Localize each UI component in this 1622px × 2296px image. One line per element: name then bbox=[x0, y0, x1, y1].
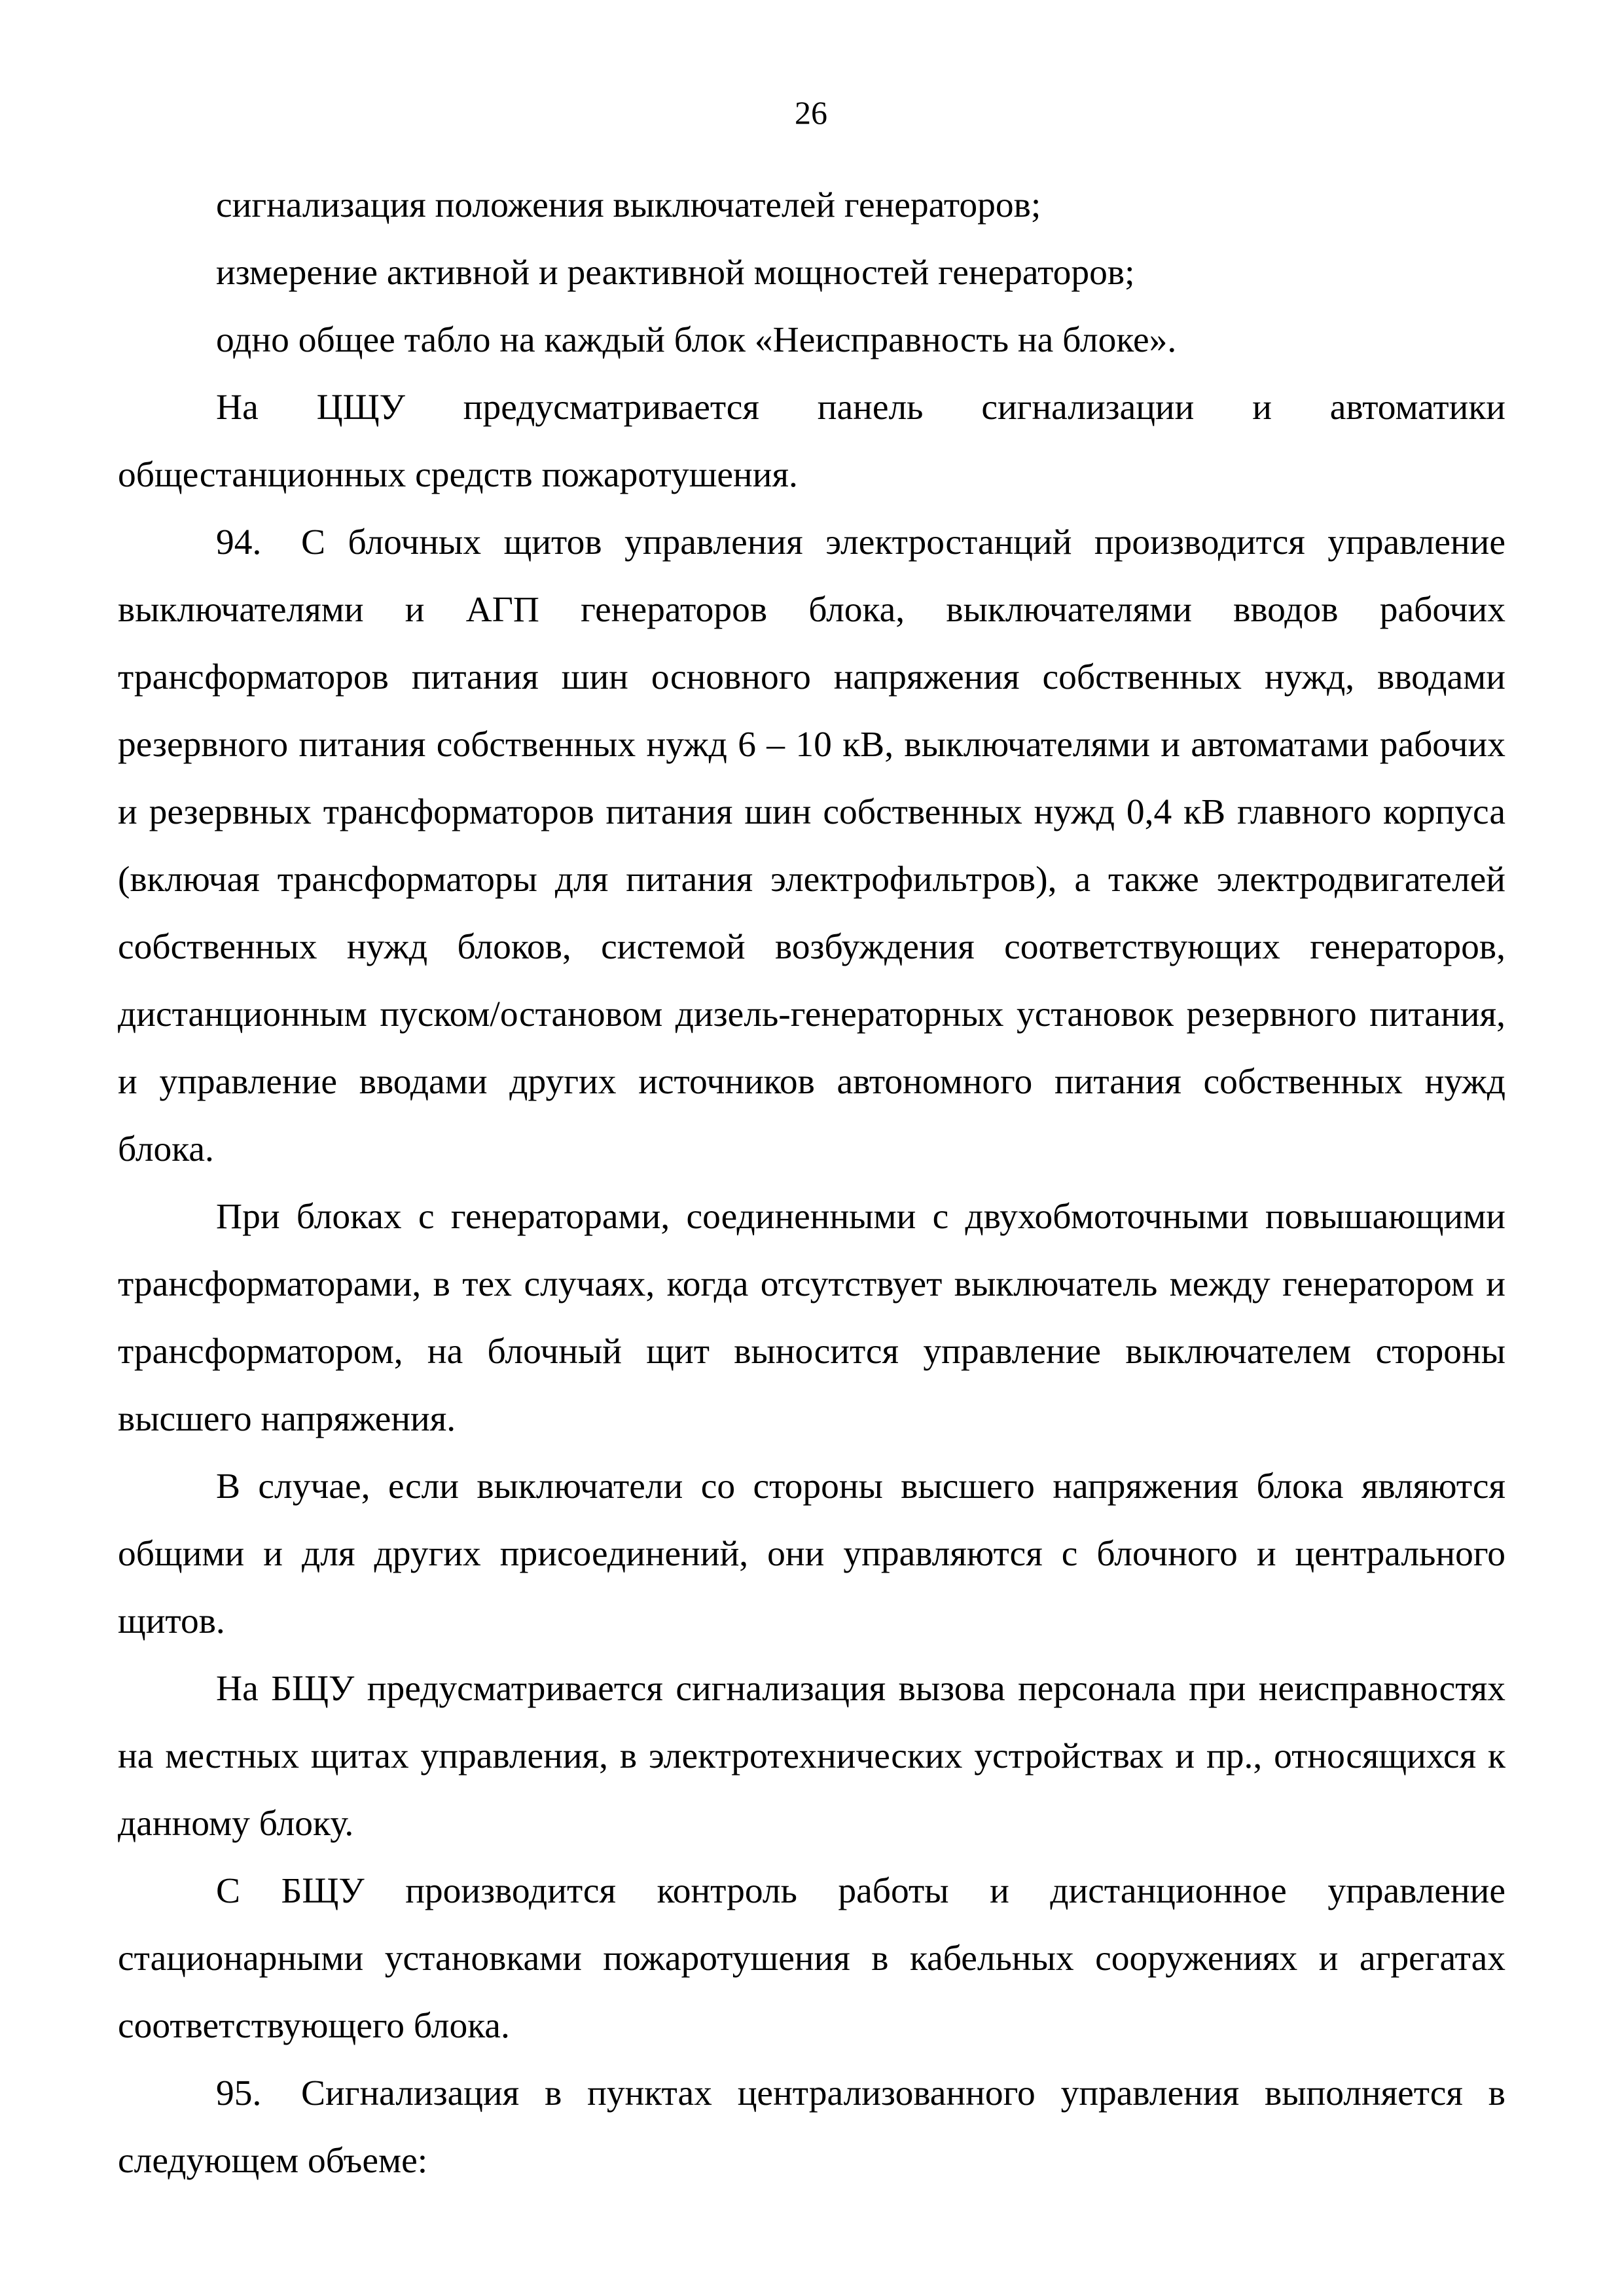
paragraph-list-item: сигнализация положения выключателей генераторов; bbox=[216, 185, 1041, 225]
paragraph: С БЩУ производится контроль работы и дистанционное управление стационарными установками пожаротушения в кабельных сооружениях и агрегатах соответствующего блока. bbox=[118, 1871, 1505, 2046]
paragraph-number: 94. bbox=[216, 522, 262, 562]
document-body bbox=[118, 172, 1505, 2195]
page-number: 26 bbox=[795, 94, 827, 131]
paragraph-list-item: измерение активной и реактивной мощностей генераторов; bbox=[216, 253, 1135, 293]
paragraph-text: С блочных щитов управления электростанций производится управление выключателями и АГП генераторов блока, выключателями вводов рабочих трансформаторов питания шин основного напряжения собственных нужд, вводами резервного питания собственных нужд 6 – 10 кВ, выключателями и автоматами рабочих и резервных трансформаторов питания шин собственных нужд 0,4 кВ главного корпуса (включая трансформаторы для питания электрофильтров), а также электродвигателей собственных нужд блоков, системой возбуждения соответствующих генераторов, дистанционным пуском/остановом дизель-генераторных установок резервного питания, и управление вводами других источников автономного питания собственных нужд блока. bbox=[118, 522, 1505, 1169]
numbered-paragraph-94 bbox=[118, 509, 1505, 1183]
paragraph: При блоках с генераторами, соединенными с двухобмоточными повышающими трансформаторами, в тех случаях, когда отсутствует выключатель между генератором и трансформатором, на блочный щит выносится управление выключателем стороны высшего напряжения. bbox=[118, 1197, 1505, 1439]
paragraph: В случае, если выключатели со стороны высшего напряжения блока являются общими и для других присоединений, они управляются с блочного и центрального щитов. bbox=[118, 1467, 1505, 1641]
paragraph: На БЩУ предусматривается сигнализация вызова персонала при неисправностях на местных щитах управления, в электротехнических устройствах и пр., относящихся к данному блоку. bbox=[118, 1669, 1505, 1844]
paragraph-number: 95. bbox=[216, 2073, 262, 2113]
paragraph: На ЦЩУ предусматривается панель сигнализации и автоматики общестанционных средств пожаротушения. bbox=[118, 388, 1505, 495]
paragraph-list-item: одно общее табло на каждый блок «Неисправность на блоке». bbox=[216, 320, 1177, 360]
numbered-paragraph-95 bbox=[118, 2060, 1505, 2195]
paragraph-text: Сигнализация в пунктах централизованного управления выполняется в следующем объеме: bbox=[118, 2073, 1505, 2181]
